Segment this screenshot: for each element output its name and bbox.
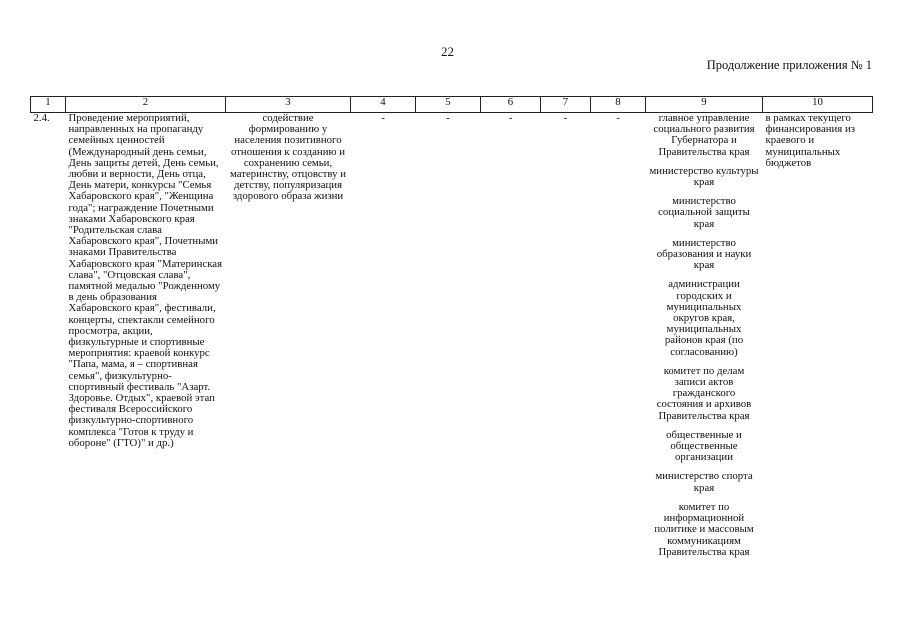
funding-cell: в рамках текущего финансирования из краевого и муниципальных бюджетов xyxy=(765,112,856,169)
executor-item: комитет по информационной политике и массовым коммуникациям Правительства края xyxy=(654,500,754,558)
executors-cell xyxy=(646,113,763,566)
header-cell: 10 xyxy=(763,97,873,113)
header-cell: 1 xyxy=(31,97,66,113)
executor-item: общественные и общественные организации xyxy=(666,428,742,464)
col4-cell: - xyxy=(381,112,385,124)
header-cell: 5 xyxy=(416,97,481,113)
header-cell: 2 xyxy=(66,97,226,113)
col7-cell: - xyxy=(563,112,568,124)
executor-item: главное управление социального развития Губернатора и Правительства края xyxy=(653,112,755,158)
executor-item: министерство спорта края xyxy=(655,470,753,494)
header-cell: 8 xyxy=(591,97,646,113)
header-cell: 3 xyxy=(226,97,351,113)
header-cell: 9 xyxy=(646,97,763,113)
goal-cell: содействие формированию у населения позитивного отношения к созданию и сохранению семьи, материнству, отцовству и детству, популяризация здорового образа жизни xyxy=(230,112,346,203)
program-table xyxy=(30,96,873,566)
header-cell: 4 xyxy=(351,97,416,113)
table-row xyxy=(31,113,873,566)
header-cell: 6 xyxy=(481,97,541,113)
col6-cell: - xyxy=(508,112,513,124)
header-row xyxy=(31,97,873,113)
header-cell: 7 xyxy=(541,97,591,113)
page-number: 22 xyxy=(441,44,454,59)
executor-item: министерство культуры края xyxy=(649,164,759,189)
measure-cell: Проведение мероприятий, направленных на пропаганду семейных ценностей (Международный день семьи, День защиты детей, День семьи, любви и верности, День отца, День матери, конкурсы "Семья Хабаровского края", "Женщина года"; награждение Почетными знаками Хабаровского края "Родительская слава Хабаровского края", Почетными знаками Правительства Хабаровского края "Материнская слава", "Отцовская слава", памятной медалью "Рожденному в день образования Хабаровского края", фестивали, концерты, спектакли семейного просмотра, акции, физкультурные и спортивные мероприятия: краевой конкурс "Папа, мама, я – спортивная семья", физкультурно-спортивный фестиваль "Азарт. Здоровье. Отдых", краевой этап фестиваля Всероссийского физкультурно-спортивного комплекса "Готов к труду и обороне" (ГТО)" и др.) xyxy=(68,112,223,449)
appendix-note: Продолжение приложения № 1 xyxy=(706,58,872,72)
row-number: 2.4. xyxy=(33,112,50,124)
col8-cell: - xyxy=(616,112,620,124)
executor-item: комитет по делам записи актов гражданского состояния и архивов Правительства края xyxy=(656,364,752,422)
col5-cell: - xyxy=(446,112,450,124)
executor-item: администрации городских и муниципальных округов края, муниципальных районов края (по согласованию) xyxy=(664,278,744,358)
executor-item: министерство образования и науки края xyxy=(656,236,752,272)
executor-item: министерство социальной защиты края xyxy=(658,195,750,230)
